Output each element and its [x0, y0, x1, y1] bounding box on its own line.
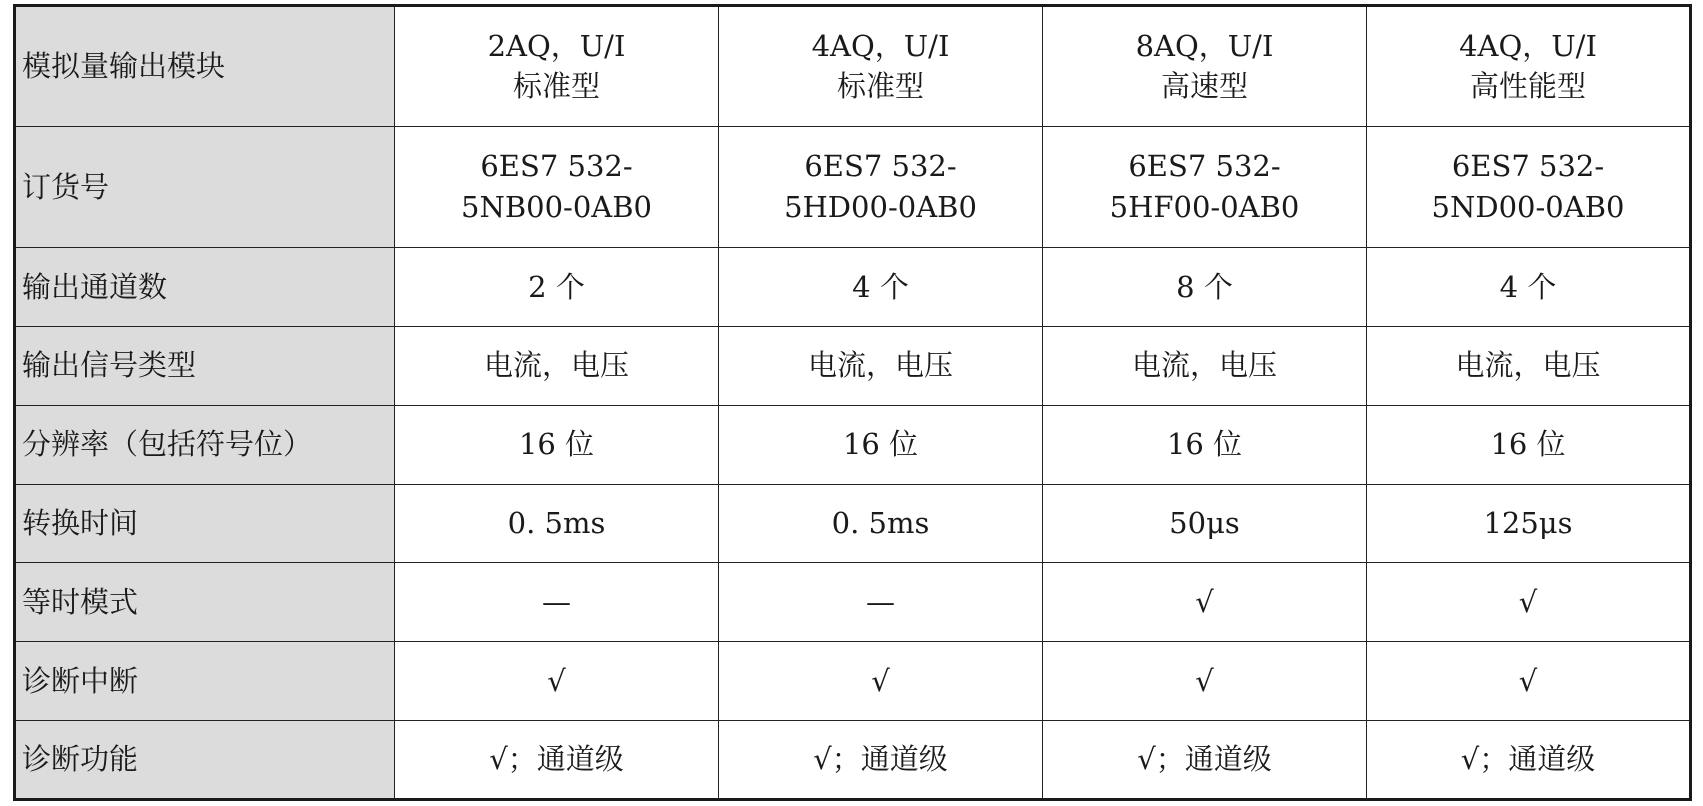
table-cell: 4 个 — [719, 247, 1043, 326]
table-cell: 16 位 — [1043, 405, 1367, 484]
table-cell: 0. 5ms — [395, 484, 719, 563]
row-label: 模拟量输出模块 — [15, 6, 395, 127]
table-cell: 6ES7 532- 5HD00-0AB0 — [719, 126, 1043, 247]
table-cell: √ — [1367, 563, 1691, 642]
table-cell: 8 个 — [1043, 247, 1367, 326]
row-label: 诊断中断 — [15, 642, 395, 721]
table-row-diagnostic-function — [15, 721, 1691, 800]
table-cell: 4 个 — [1367, 247, 1691, 326]
table-cell: 125μs — [1367, 484, 1691, 563]
table-cell: — — [395, 563, 719, 642]
table-cell: √ — [395, 642, 719, 721]
row-label: 转换时间 — [15, 484, 395, 563]
table-cell: 6ES7 532- 5ND00-0AB0 — [1367, 126, 1691, 247]
table-cell: 16 位 — [719, 405, 1043, 484]
table-cell: √ — [1367, 642, 1691, 721]
table-cell: 电流，电压 — [1367, 326, 1691, 405]
table-cell: 4AQ，U/I 标准型 — [719, 6, 1043, 127]
row-label: 诊断功能 — [15, 721, 395, 800]
row-label: 分辨率（包括符号位） — [15, 405, 395, 484]
table-cell: 16 位 — [1367, 405, 1691, 484]
analog-output-module-spec-table — [13, 4, 1692, 801]
table-row-output-channels — [15, 247, 1691, 326]
table-cell: √；通道级 — [1043, 721, 1367, 800]
table-row-order-number — [15, 126, 1691, 247]
table-cell: 2AQ，U/I 标准型 — [395, 6, 719, 127]
table-row-module-type — [15, 6, 1691, 127]
table-row-isochronous-mode — [15, 563, 1691, 642]
table-row-output-signal-type — [15, 326, 1691, 405]
table-cell: √ — [719, 642, 1043, 721]
table-row-conversion-time — [15, 484, 1691, 563]
row-label: 订货号 — [15, 126, 395, 247]
table-cell: 电流，电压 — [395, 326, 719, 405]
table-cell: 6ES7 532- 5NB00-0AB0 — [395, 126, 719, 247]
table-cell: 8AQ，U/I 高速型 — [1043, 6, 1367, 127]
table-cell: 0. 5ms — [719, 484, 1043, 563]
table-cell: — — [719, 563, 1043, 642]
table-cell: 2 个 — [395, 247, 719, 326]
table-cell: √ — [1043, 563, 1367, 642]
table-cell: 电流，电压 — [719, 326, 1043, 405]
table-row-resolution — [15, 405, 1691, 484]
table-cell: 6ES7 532- 5HF00-0AB0 — [1043, 126, 1367, 247]
table-cell: √；通道级 — [395, 721, 719, 800]
table-cell: 电流，电压 — [1043, 326, 1367, 405]
table-cell: √；通道级 — [719, 721, 1043, 800]
table-cell: 50μs — [1043, 484, 1367, 563]
table-cell: 4AQ，U/I 高性能型 — [1367, 6, 1691, 127]
table-cell: √；通道级 — [1367, 721, 1691, 800]
table-cell: √ — [1043, 642, 1367, 721]
row-label: 输出通道数 — [15, 247, 395, 326]
spec-table-container — [13, 4, 1689, 801]
table-cell: 16 位 — [395, 405, 719, 484]
table-row-diagnostic-interrupt — [15, 642, 1691, 721]
row-label: 等时模式 — [15, 563, 395, 642]
row-label: 输出信号类型 — [15, 326, 395, 405]
